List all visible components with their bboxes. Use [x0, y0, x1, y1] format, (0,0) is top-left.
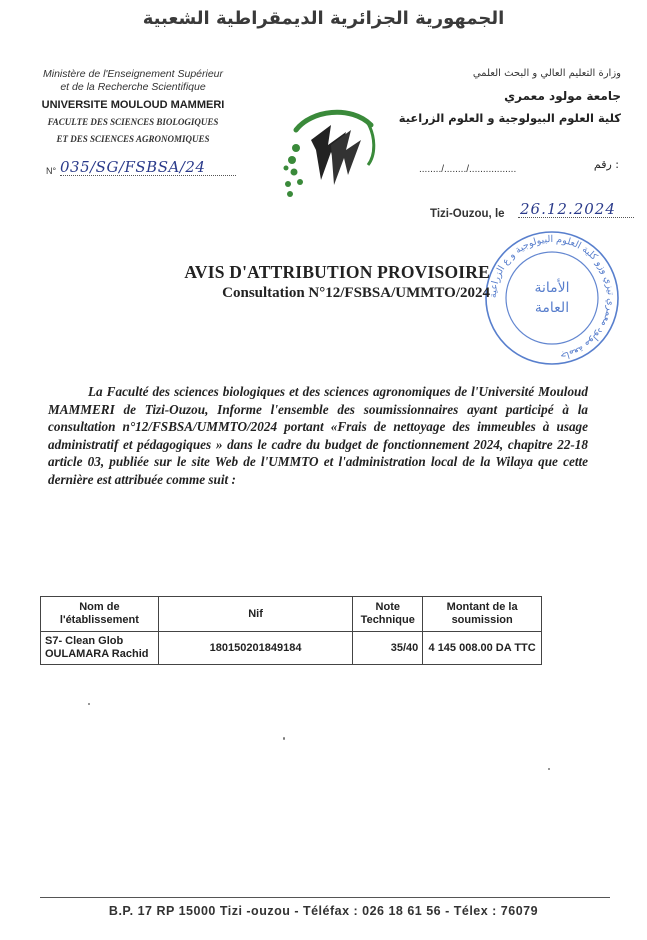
- table-header-row: [41, 597, 542, 632]
- official-stamp-icon: [482, 228, 622, 368]
- table-row: [41, 632, 542, 665]
- footer-divider: [40, 897, 610, 898]
- ministry-line-1: Ministère de l'Enseignement Supérieur: [42, 68, 224, 80]
- reference-handwritten: 035/SG/FSBSA/24: [60, 158, 206, 176]
- stamp-inner-text-1: الأمانة: [534, 280, 570, 296]
- footer-contact: B.P. 17 RP 15000 Tizi -ouzou - Téléfax : 026 18 61 56 - Télex : 76079: [108, 904, 539, 918]
- date-handwritten: 26.12.2024: [520, 200, 616, 218]
- faculty-ar: كلية العلوم البيولوجية و العلوم الزراعية: [398, 111, 621, 125]
- reference-number: [46, 158, 246, 180]
- body-paragraph: La Faculté des sciences biologiques et des sciences agronomiques de l'Université Mouloud MAMMERI de Tizi-Ouzou, Informe l'ensemble des soumissionnaires ayant participé à la consultation n°12/FSBSA/UMMTO/2024 portant «Frais de nettoyage des immeubles à usage administratif et pédagogiques » dans le cadre du budget de fonctionnement 2024, chapitre 22-18 article 03, publiée sur le site Web de l'UMMTO et l'administration local de la Wilaya que cette dernière est attribuée comme suit :: [48, 384, 588, 487]
- ministry-ar: وزارة التعليم العالي و البحث العلمي: [472, 68, 621, 79]
- reference-prefix: N°: [46, 166, 57, 176]
- right-header: [391, 68, 621, 125]
- cell-amount: 4 145 008.00 DA TTC: [423, 632, 542, 665]
- faculty-line-1: FACULTE DES SCIENCES BIOLOGIQUES: [47, 117, 219, 127]
- university-ar: جامعة مولود معمري: [504, 89, 621, 103]
- ministry-line-2: et de la Recherche Scientifique: [60, 81, 206, 93]
- republic-title: الجمهورية الجزائرية الديمقراطية الشعبية: [142, 8, 505, 29]
- date-line: [430, 200, 640, 224]
- left-header: [28, 68, 238, 145]
- cell-nif: 180150201849184: [158, 632, 352, 665]
- header-establishment: Nom de l'établissement: [41, 597, 159, 632]
- cell-establishment: S7- Clean Glob OULAMARA Rachid: [41, 632, 159, 665]
- university-logo-icon: [276, 90, 386, 210]
- scan-speck: [88, 703, 90, 705]
- document-title: [140, 262, 490, 302]
- date-dotted-line: [518, 217, 634, 218]
- attribution-table: [40, 596, 542, 665]
- title-consultation: Consultation N°12/FSBSA/UMMTO/2024: [222, 285, 490, 301]
- arabic-reference-label: رقم :: [593, 158, 619, 171]
- header-nif: Nif: [158, 597, 352, 632]
- stamp-inner-text-2: العامة: [534, 300, 570, 316]
- header-amount: Montant de la soumission: [423, 597, 542, 632]
- scan-speck: [548, 768, 550, 770]
- university-name: UNIVERSITE MOULOUD MAMMERI: [41, 99, 225, 111]
- arabic-reference-dots: ......../......../.................: [419, 164, 517, 175]
- svg-text:جامعة مولود معمري تيزي وزو كلي: [488, 234, 616, 361]
- stamp-outer-text: جامعة مولود معمري تيزي وزو كلية العلوم البيولوجية و ع الزراعية: [487, 233, 617, 362]
- reference-dotted-line: [60, 175, 236, 176]
- cell-note: 35/40: [353, 632, 423, 665]
- scan-speck: [283, 737, 285, 740]
- arabic-reference: [419, 158, 619, 178]
- date-label: Tizi-Ouzou, le: [430, 208, 505, 220]
- faculty-line-2: ET DES SCIENCES AGRONOMIQUES: [56, 134, 210, 144]
- title-main: AVIS D'ATTRIBUTION PROVISOIRE: [184, 262, 490, 282]
- header-note: Note Technique: [353, 597, 423, 632]
